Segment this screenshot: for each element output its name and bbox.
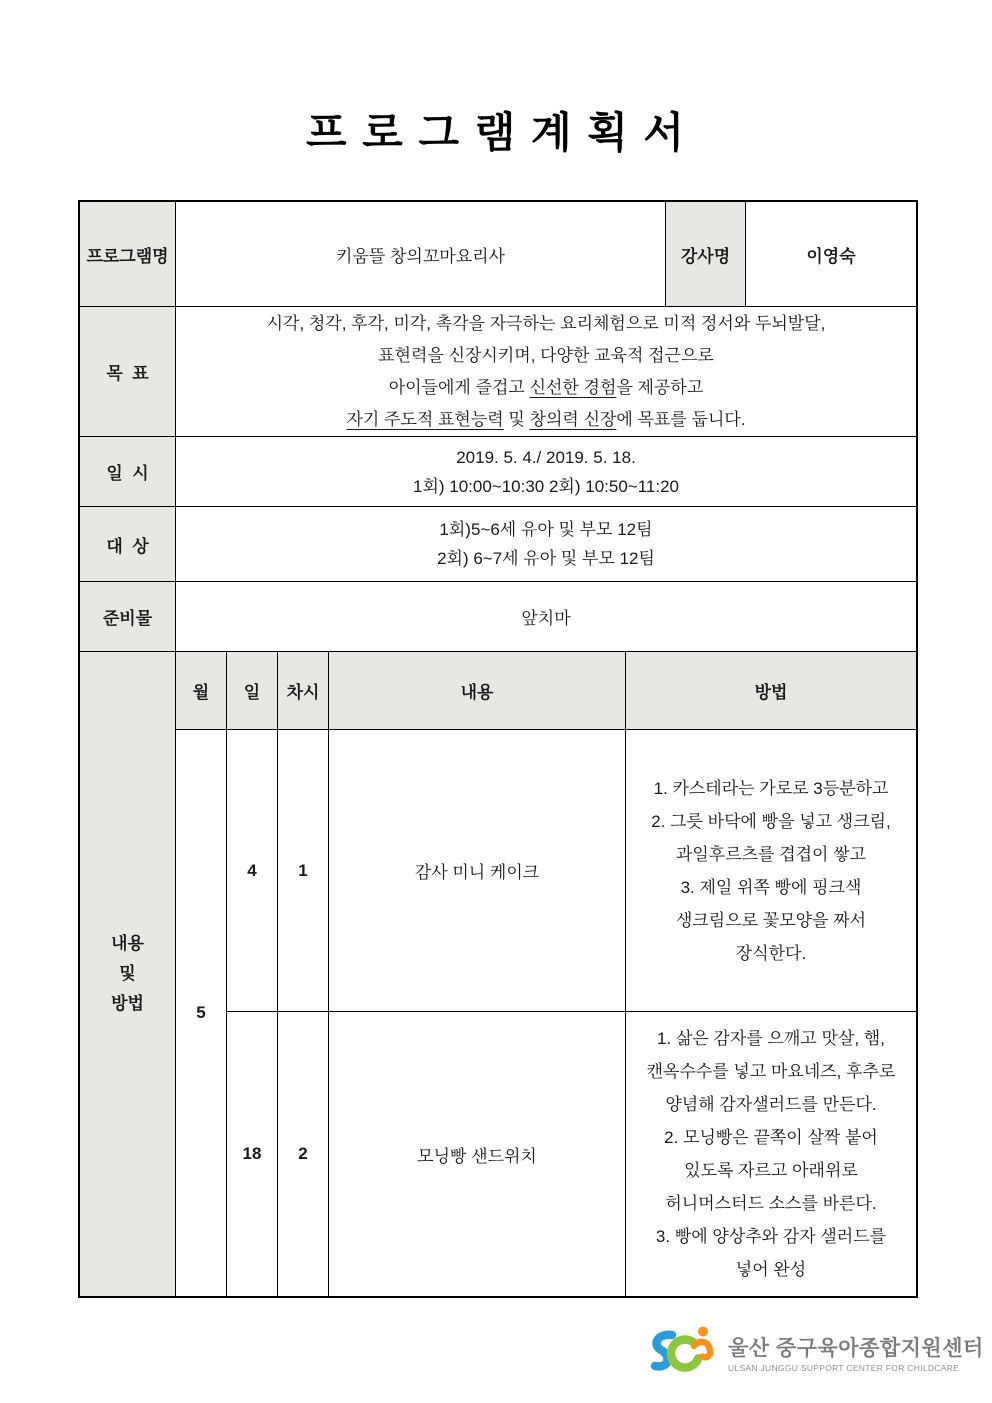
goal-text-segment: 을 제공하고 <box>616 377 704 397</box>
program-name-value: 키움뜰 창의꼬마요리사 <box>176 202 666 306</box>
goal-text <box>176 307 916 436</box>
schedule-rows <box>227 730 916 1296</box>
instructor-label: 강사명 <box>666 202 746 306</box>
datetime-line-1: 2019. 5. 4./ 2019. 5. 18. <box>456 447 636 467</box>
schedule-row-2 <box>227 1012 916 1296</box>
goal-line-2: 표현력을 신장시키며, 다양한 교육적 접근으로 <box>378 345 714 365</box>
session-cell: 2 <box>278 1012 329 1296</box>
organization-name-korean: 울산 중구육아종합지원센터 <box>728 1337 984 1360</box>
goal-underlined-segment: 신선한 경험 <box>529 377 617 397</box>
target-label: 대 상 <box>80 507 176 581</box>
method-line: 넣어 완성 <box>735 1260 807 1279</box>
materials-label: 준비물 <box>80 582 176 651</box>
goal-line-1: 시각, 청각, 후각, 미각, 촉각을 자극하는 요리체험으로 미적 정서와 두뇌발달, <box>266 313 826 333</box>
column-header-method: 방법 <box>626 652 916 729</box>
method-cell <box>626 1012 916 1296</box>
datetime-label: 일 시 <box>80 437 176 506</box>
method-line: 있도록 자르고 아래위로 <box>684 1161 858 1180</box>
column-header-content: 내용 <box>329 652 626 729</box>
goal-underlined-segment: 자기 주도적 표현능력 <box>346 409 504 429</box>
method-line: 캔옥수수를 넣고 마요네즈, 후추로 <box>646 1062 896 1081</box>
schedule-table <box>176 652 916 1296</box>
materials-row <box>80 582 916 652</box>
goal-text-segment: 및 <box>503 409 530 429</box>
instructor-name-value: 이영숙 <box>806 246 856 266</box>
section-label-line: 방법 <box>111 994 144 1013</box>
column-header-day: 일 <box>227 652 278 729</box>
section-label-line: 내용 <box>111 934 144 953</box>
goal-text-segment: 에 목표를 둡니다. <box>616 409 746 429</box>
method-line: 3. 빵에 양상추와 감자 샐러드를 <box>655 1227 887 1246</box>
page-title: 프 로 그 램 계 획 서 <box>305 109 687 156</box>
column-header-month: 월 <box>176 652 227 729</box>
target-line-1: 1회)5~6세 유아 및 부모 12팀 <box>439 520 653 539</box>
target-row <box>80 507 916 582</box>
goal-line-4 <box>346 404 745 436</box>
goal-row <box>80 307 916 437</box>
method-cell <box>626 730 916 1011</box>
content-cell: 모닝빵 샌드위치 <box>329 1012 626 1296</box>
day-cell: 4 <box>227 730 278 1011</box>
program-name-row <box>80 202 916 307</box>
method-line: 1. 삶은 감자를 으깨고 맛살, 햄, <box>657 1029 885 1048</box>
datetime-line-2: 1회) 10:00~10:30 2회) 10:50~11:20 <box>412 476 679 496</box>
method-line: 1. 카스테라는 가로로 3등분하고 <box>653 778 889 798</box>
goal-label: 목 표 <box>80 307 176 436</box>
program-name-label: 프로그램명 <box>80 202 176 306</box>
goal-line-3 <box>389 372 704 404</box>
method-line: 양념해 감자샐러드를 만든다. <box>665 1095 877 1114</box>
datetime-value <box>176 437 916 506</box>
day-cell: 18 <box>227 1012 278 1296</box>
goal-underlined-segment: 창의력 신장 <box>529 409 617 429</box>
target-value <box>176 507 916 581</box>
program-plan-table <box>78 200 918 1298</box>
schedule-body <box>176 730 916 1296</box>
organization-name <box>728 1337 984 1373</box>
schedule-header-row <box>176 652 916 730</box>
method-line: 3. 제일 위쪽 빵에 핑크색 <box>680 877 862 897</box>
childcare-center-logo-icon <box>644 1322 722 1388</box>
column-header-session: 차시 <box>278 652 329 729</box>
organization-logo <box>644 1322 984 1388</box>
datetime-row <box>80 437 916 507</box>
schedule-row-1 <box>227 730 916 1012</box>
goal-text-segment: 아이들에게 즐겁고 <box>388 377 530 397</box>
method-line: 생크림으로 꽃모양을 짜서 <box>675 910 867 930</box>
method-line: 2. 모닝빵은 끝쪽이 살짝 붙어 <box>664 1128 878 1147</box>
method-line: 장식한다. <box>735 943 807 963</box>
schedule-section <box>80 652 916 1296</box>
method-line: 2. 그릇 바닥에 빵을 넣고 생크림, <box>651 811 891 831</box>
section-label-line: 및 <box>119 964 136 983</box>
method-line: 과일후르츠를 겹겹이 쌓고 <box>675 844 867 864</box>
materials-value: 앞치마 <box>521 609 571 628</box>
content-cell: 감사 미니 케이크 <box>329 730 626 1011</box>
target-line-2: 2회) 6~7세 유아 및 부모 12팀 <box>437 549 655 568</box>
month-value-cell: 5 <box>176 730 227 1296</box>
method-line: 허니머스터드 소스를 바른다. <box>665 1194 877 1213</box>
organization-name-english: ULSAN JUNGGU SUPPORT CENTER FOR CHILDCARE <box>728 1363 960 1373</box>
session-cell: 1 <box>278 730 329 1011</box>
schedule-section-label <box>80 652 176 1296</box>
